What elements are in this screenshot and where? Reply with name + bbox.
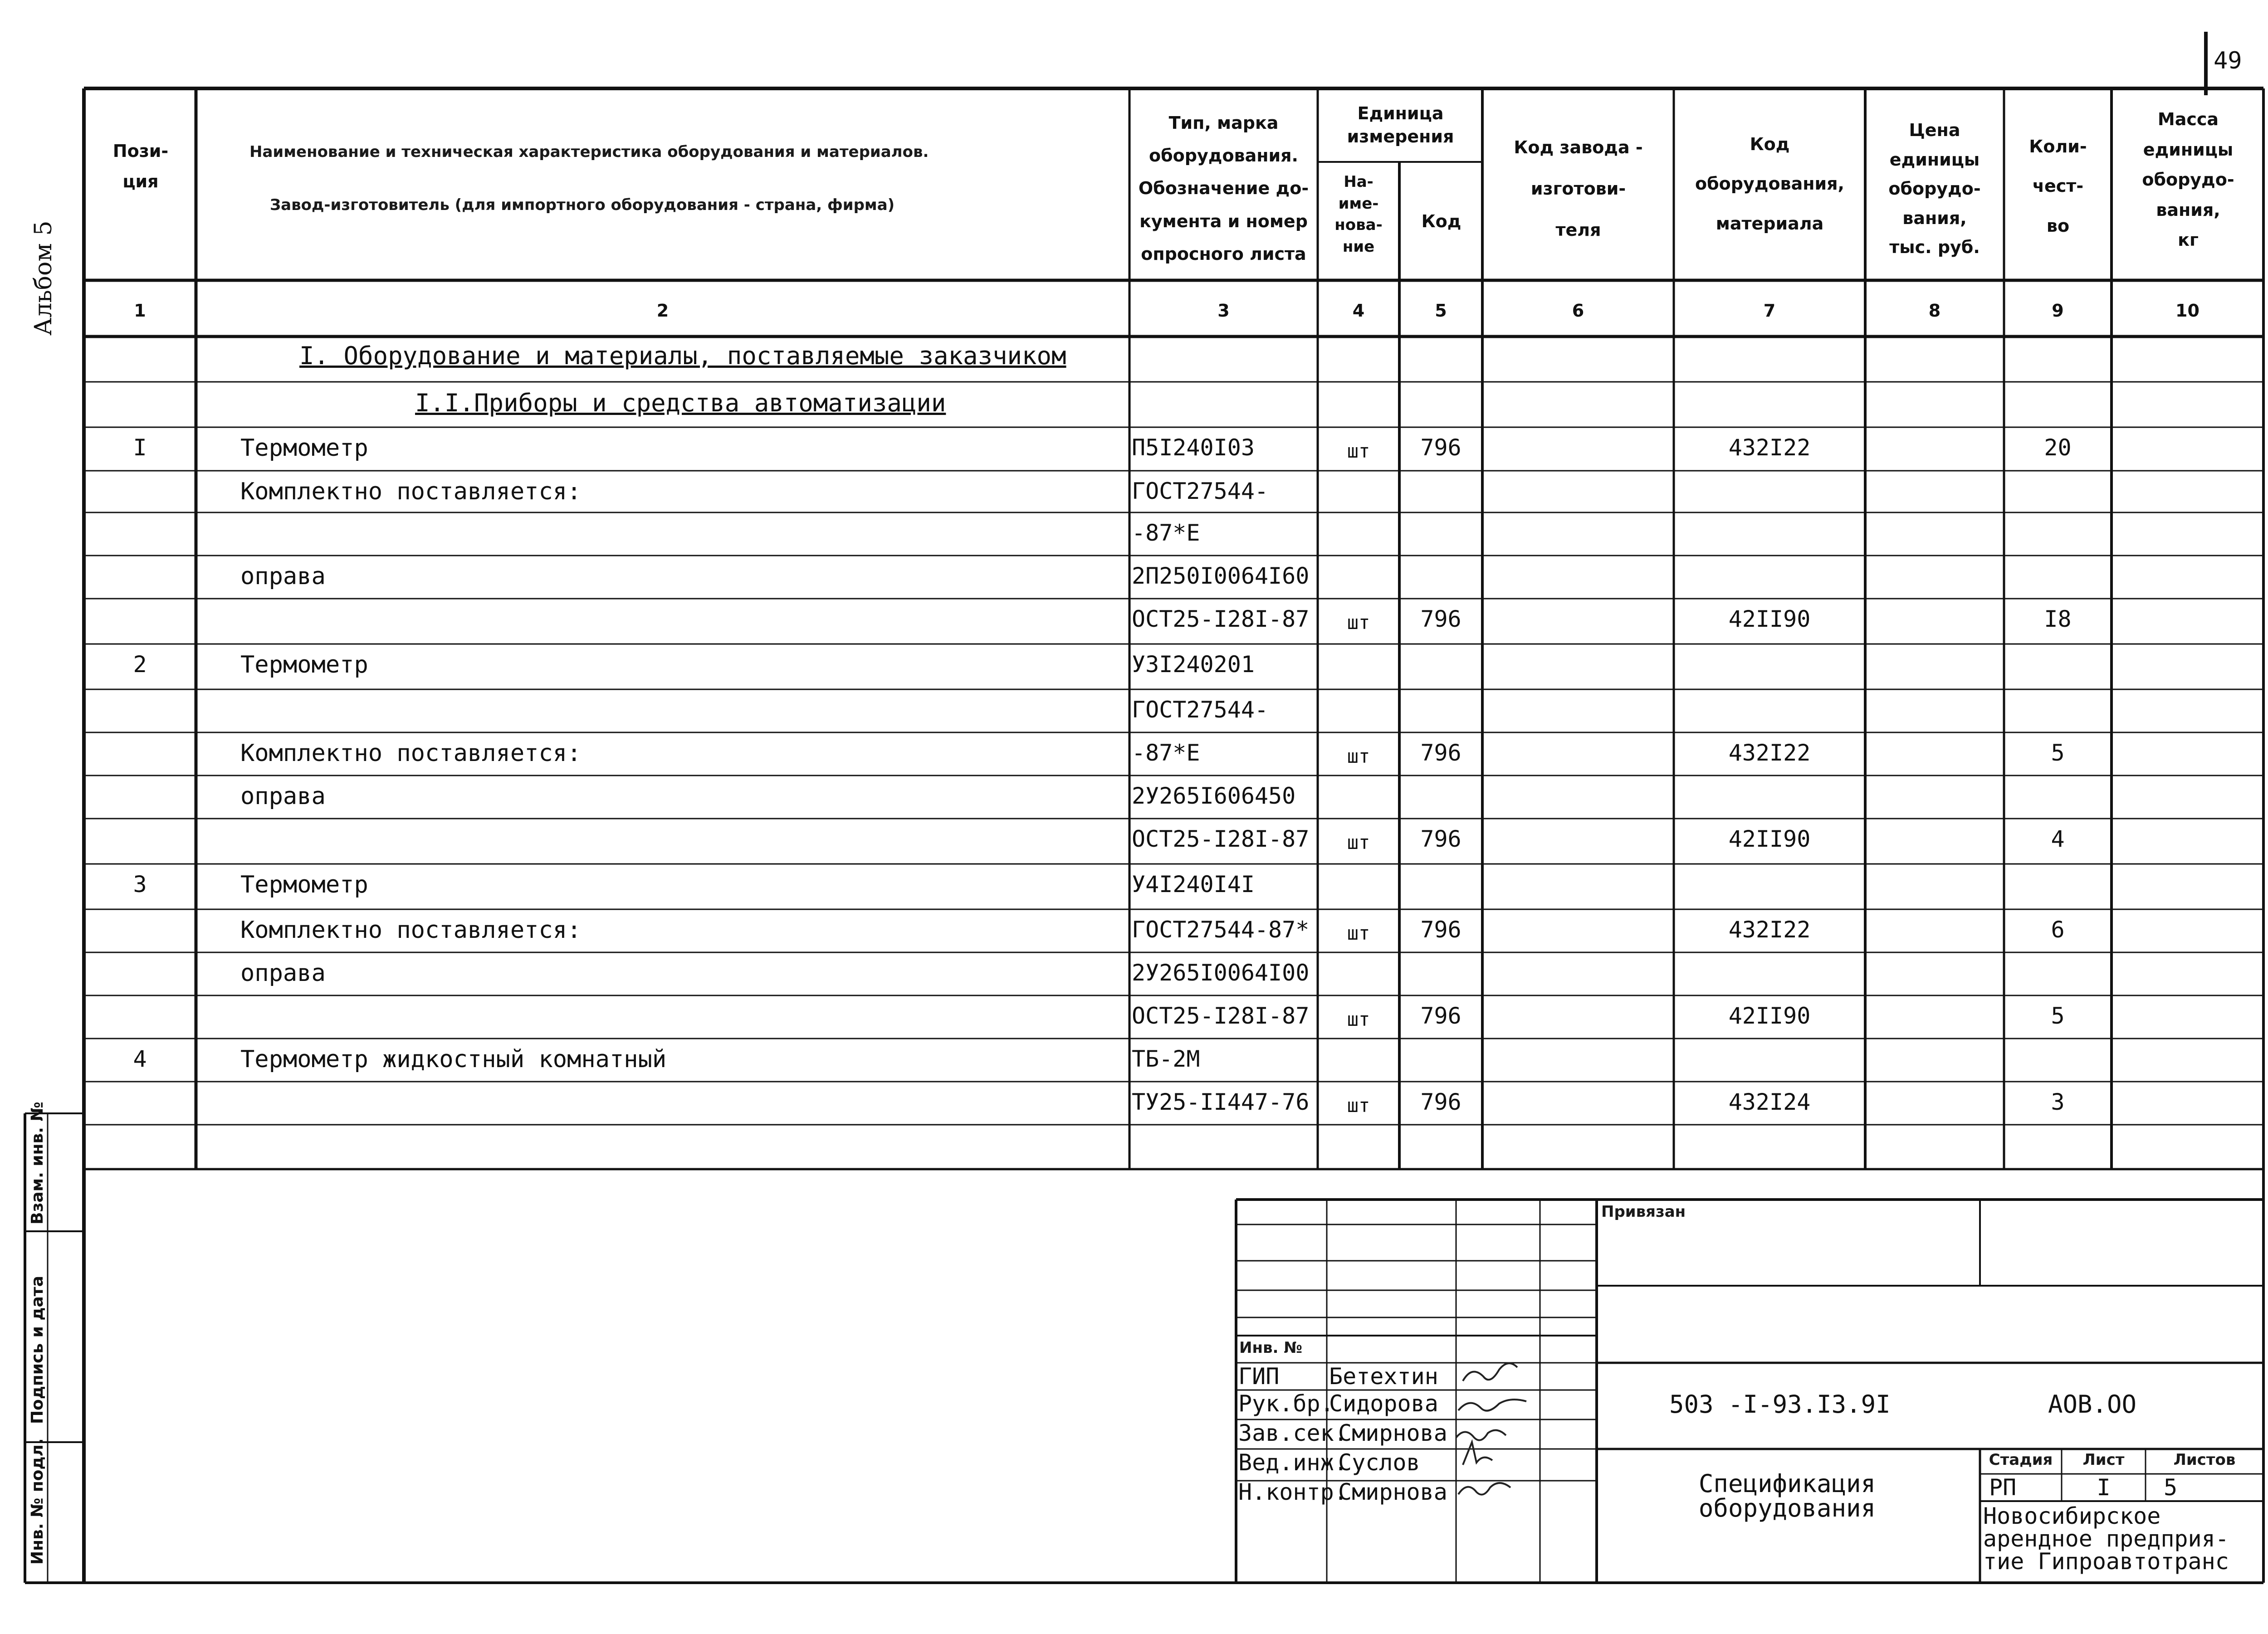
row-13-name: оправа bbox=[240, 960, 326, 987]
row-14-unit: шт bbox=[1347, 1008, 1370, 1030]
colnum-7: 7 bbox=[1763, 301, 1776, 321]
row-10-unit: шт bbox=[1347, 831, 1370, 854]
row-11-type: У4I240I4I bbox=[1132, 871, 1255, 897]
colnum-2: 2 bbox=[656, 301, 669, 321]
side-label-inv: Инв. № подл. bbox=[28, 1438, 47, 1565]
row-16-eq-code: 432I24 bbox=[1728, 1089, 1811, 1115]
row-1-code: 796 bbox=[1420, 434, 1461, 461]
row-9-type: 2У265I606450 bbox=[1132, 783, 1296, 809]
row-16-type: ТУ25-II447-76 bbox=[1132, 1089, 1310, 1115]
row-8-unit: шт bbox=[1347, 745, 1370, 767]
header-position: Пози- ция bbox=[112, 141, 169, 191]
row-12-type: ГОСТ27544-87* bbox=[1132, 917, 1310, 943]
header-name-line2: Завод-изготовитель (для импортного оборудования - страна, фирма) bbox=[270, 196, 895, 214]
row-9-name: оправа bbox=[240, 783, 326, 810]
sheets-label: Листов bbox=[2173, 1451, 2236, 1469]
row-1-unit: шт bbox=[1347, 440, 1370, 462]
row-10-code: 796 bbox=[1420, 826, 1461, 852]
row-5-code: 796 bbox=[1420, 606, 1461, 632]
row-5-qty: I8 bbox=[2044, 606, 2072, 632]
header-factory-code: Код завода - изготови- теля bbox=[1514, 137, 1643, 240]
inv-no-label: Инв. № bbox=[1239, 1339, 1303, 1357]
section-heading-2: I.I.Приборы и средства автоматизации bbox=[415, 389, 946, 417]
row-4-name: оправа bbox=[240, 563, 326, 590]
row-2-name: Комплектно поставляется: bbox=[240, 478, 582, 505]
row-12-qty: 6 bbox=[2051, 917, 2065, 943]
side-label-vzam: Взам. инв. № bbox=[28, 1102, 47, 1224]
staff-role-1: ГИП bbox=[1238, 1363, 1280, 1390]
row-1-type: П5I240I03 bbox=[1132, 434, 1255, 461]
row-1-name: Термометр bbox=[240, 434, 368, 462]
row-1-eq-code: 432I22 bbox=[1728, 434, 1811, 461]
row-10-eq-code: 42II90 bbox=[1728, 826, 1811, 852]
row-15-name: Термометр жидкостный комнатный bbox=[240, 1046, 667, 1073]
row-1-qty: 20 bbox=[2044, 434, 2072, 461]
row-16-code: 796 bbox=[1420, 1089, 1461, 1115]
staff-role-4: Вед.инж. bbox=[1238, 1449, 1348, 1476]
row-12-unit: шт bbox=[1347, 922, 1370, 944]
doc-number: 503 -I-93.I3.9I bbox=[1669, 1390, 1891, 1419]
row-11-pos: 3 bbox=[133, 871, 147, 897]
row-12-code: 796 bbox=[1420, 917, 1461, 943]
row-14-eq-code: 42II90 bbox=[1728, 1003, 1811, 1029]
staff-name-3: Смирнова bbox=[1338, 1420, 1447, 1446]
staff-role-2: Рук.бр. bbox=[1238, 1390, 1334, 1417]
row-2-type: ГОСТ27544- bbox=[1132, 478, 1269, 504]
row-8-type: -87*Е bbox=[1132, 740, 1200, 766]
header-quantity: Коли- чест- во bbox=[2029, 137, 2087, 236]
colnum-8: 8 bbox=[1928, 301, 1941, 321]
row-8-qty: 5 bbox=[2051, 740, 2065, 766]
row-6-type: У3I240201 bbox=[1132, 651, 1255, 678]
stage-label: Стадия bbox=[1989, 1451, 2053, 1469]
row-14-code: 796 bbox=[1420, 1003, 1461, 1029]
side-label-podpis: Подпись и дата bbox=[28, 1276, 47, 1424]
row-13-type: 2У265I0064I00 bbox=[1132, 960, 1310, 986]
doc-title: Спецификация оборудования bbox=[1698, 1469, 1876, 1522]
sheet-value: I bbox=[2097, 1474, 2111, 1501]
row-6-name: Термометр bbox=[240, 651, 368, 678]
header-mass: Масса единицы оборудо- вания, кг bbox=[2142, 109, 2234, 250]
page-number: 49 bbox=[2214, 47, 2242, 74]
header-unit-code: Код bbox=[1421, 211, 1461, 231]
colnum-10: 10 bbox=[2175, 301, 2200, 321]
colnum-1: 1 bbox=[134, 301, 146, 321]
colnum-4: 4 bbox=[1352, 301, 1365, 321]
row-5-eq-code: 42II90 bbox=[1728, 606, 1811, 632]
row-10-type: ОСТ25-I28I-87 bbox=[1132, 826, 1310, 852]
row-4-type: 2П250I0064I60 bbox=[1132, 563, 1310, 589]
staff-name-1: Бетехтин bbox=[1329, 1363, 1438, 1390]
row-1-pos: I bbox=[133, 434, 147, 461]
colnum-6: 6 bbox=[1572, 301, 1584, 321]
row-12-eq-code: 432I22 bbox=[1728, 917, 1811, 943]
row-8-code: 796 bbox=[1420, 740, 1461, 766]
staff-name-2: Сидорова bbox=[1329, 1390, 1438, 1417]
header-equipment-code: Код оборудования, материала bbox=[1695, 134, 1844, 234]
header-unit-name: На- име- нова- ние bbox=[1334, 173, 1383, 256]
colnum-9: 9 bbox=[2052, 301, 2064, 321]
header-unit-group: Единица измерения bbox=[1347, 103, 1454, 147]
row-3-type: -87*Е bbox=[1132, 520, 1200, 546]
row-11-name: Термометр bbox=[240, 871, 368, 898]
staff-role-5: Н.контр. bbox=[1238, 1479, 1348, 1505]
row-14-qty: 5 bbox=[2051, 1003, 2065, 1029]
row-14-type: ОСТ25-I28I-87 bbox=[1132, 1003, 1310, 1029]
row-6-pos: 2 bbox=[133, 651, 147, 678]
staff-role-3: Зав.сек. bbox=[1238, 1420, 1348, 1446]
row-15-type: ТБ-2М bbox=[1132, 1046, 1200, 1072]
row-16-unit: шт bbox=[1347, 1094, 1370, 1117]
colnum-5: 5 bbox=[1435, 301, 1447, 321]
album-label: Альбом 5 bbox=[30, 220, 57, 336]
row-8-eq-code: 432I22 bbox=[1728, 740, 1811, 766]
row-5-unit: шт bbox=[1347, 611, 1370, 634]
privyazan-label: Привязан bbox=[1601, 1203, 1686, 1221]
header-price: Цена единицы оборудо- вания, тыс. руб. bbox=[1888, 120, 1981, 258]
doc-code: АОВ.ОО bbox=[2048, 1390, 2137, 1419]
row-12-name: Комплектно поставляется: bbox=[240, 917, 582, 944]
organization: Новосибирское арендное предприя- тие Гипроавтотранс bbox=[1983, 1503, 2229, 1575]
sheet-label: Лист bbox=[2082, 1451, 2125, 1469]
row-10-qty: 4 bbox=[2051, 826, 2065, 852]
stage-value: РП bbox=[1989, 1474, 2017, 1501]
row-7-type: ГОСТ27544- bbox=[1132, 697, 1269, 723]
staff-name-5: Смирнова bbox=[1338, 1479, 1447, 1505]
row-15-pos: 4 bbox=[133, 1046, 147, 1072]
section-heading-1: I. Оборудование и материалы, поставляемые заказчиком bbox=[299, 341, 1066, 370]
header-name-line1: Наименование и техническая характеристика оборудования и материалов. bbox=[249, 143, 929, 161]
staff-name-4: Суслов bbox=[1338, 1449, 1420, 1476]
header-type: Тип, марка оборудования. Обозначение до- кумента и номер опросного листа bbox=[1138, 113, 1309, 264]
row-16-qty: 3 bbox=[2051, 1089, 2065, 1115]
row-5-type: ОСТ25-I28I-87 bbox=[1132, 606, 1310, 632]
sheets-value: 5 bbox=[2164, 1474, 2178, 1501]
colnum-3: 3 bbox=[1217, 301, 1230, 321]
row-8-name: Комплектно поставляется: bbox=[240, 740, 582, 767]
